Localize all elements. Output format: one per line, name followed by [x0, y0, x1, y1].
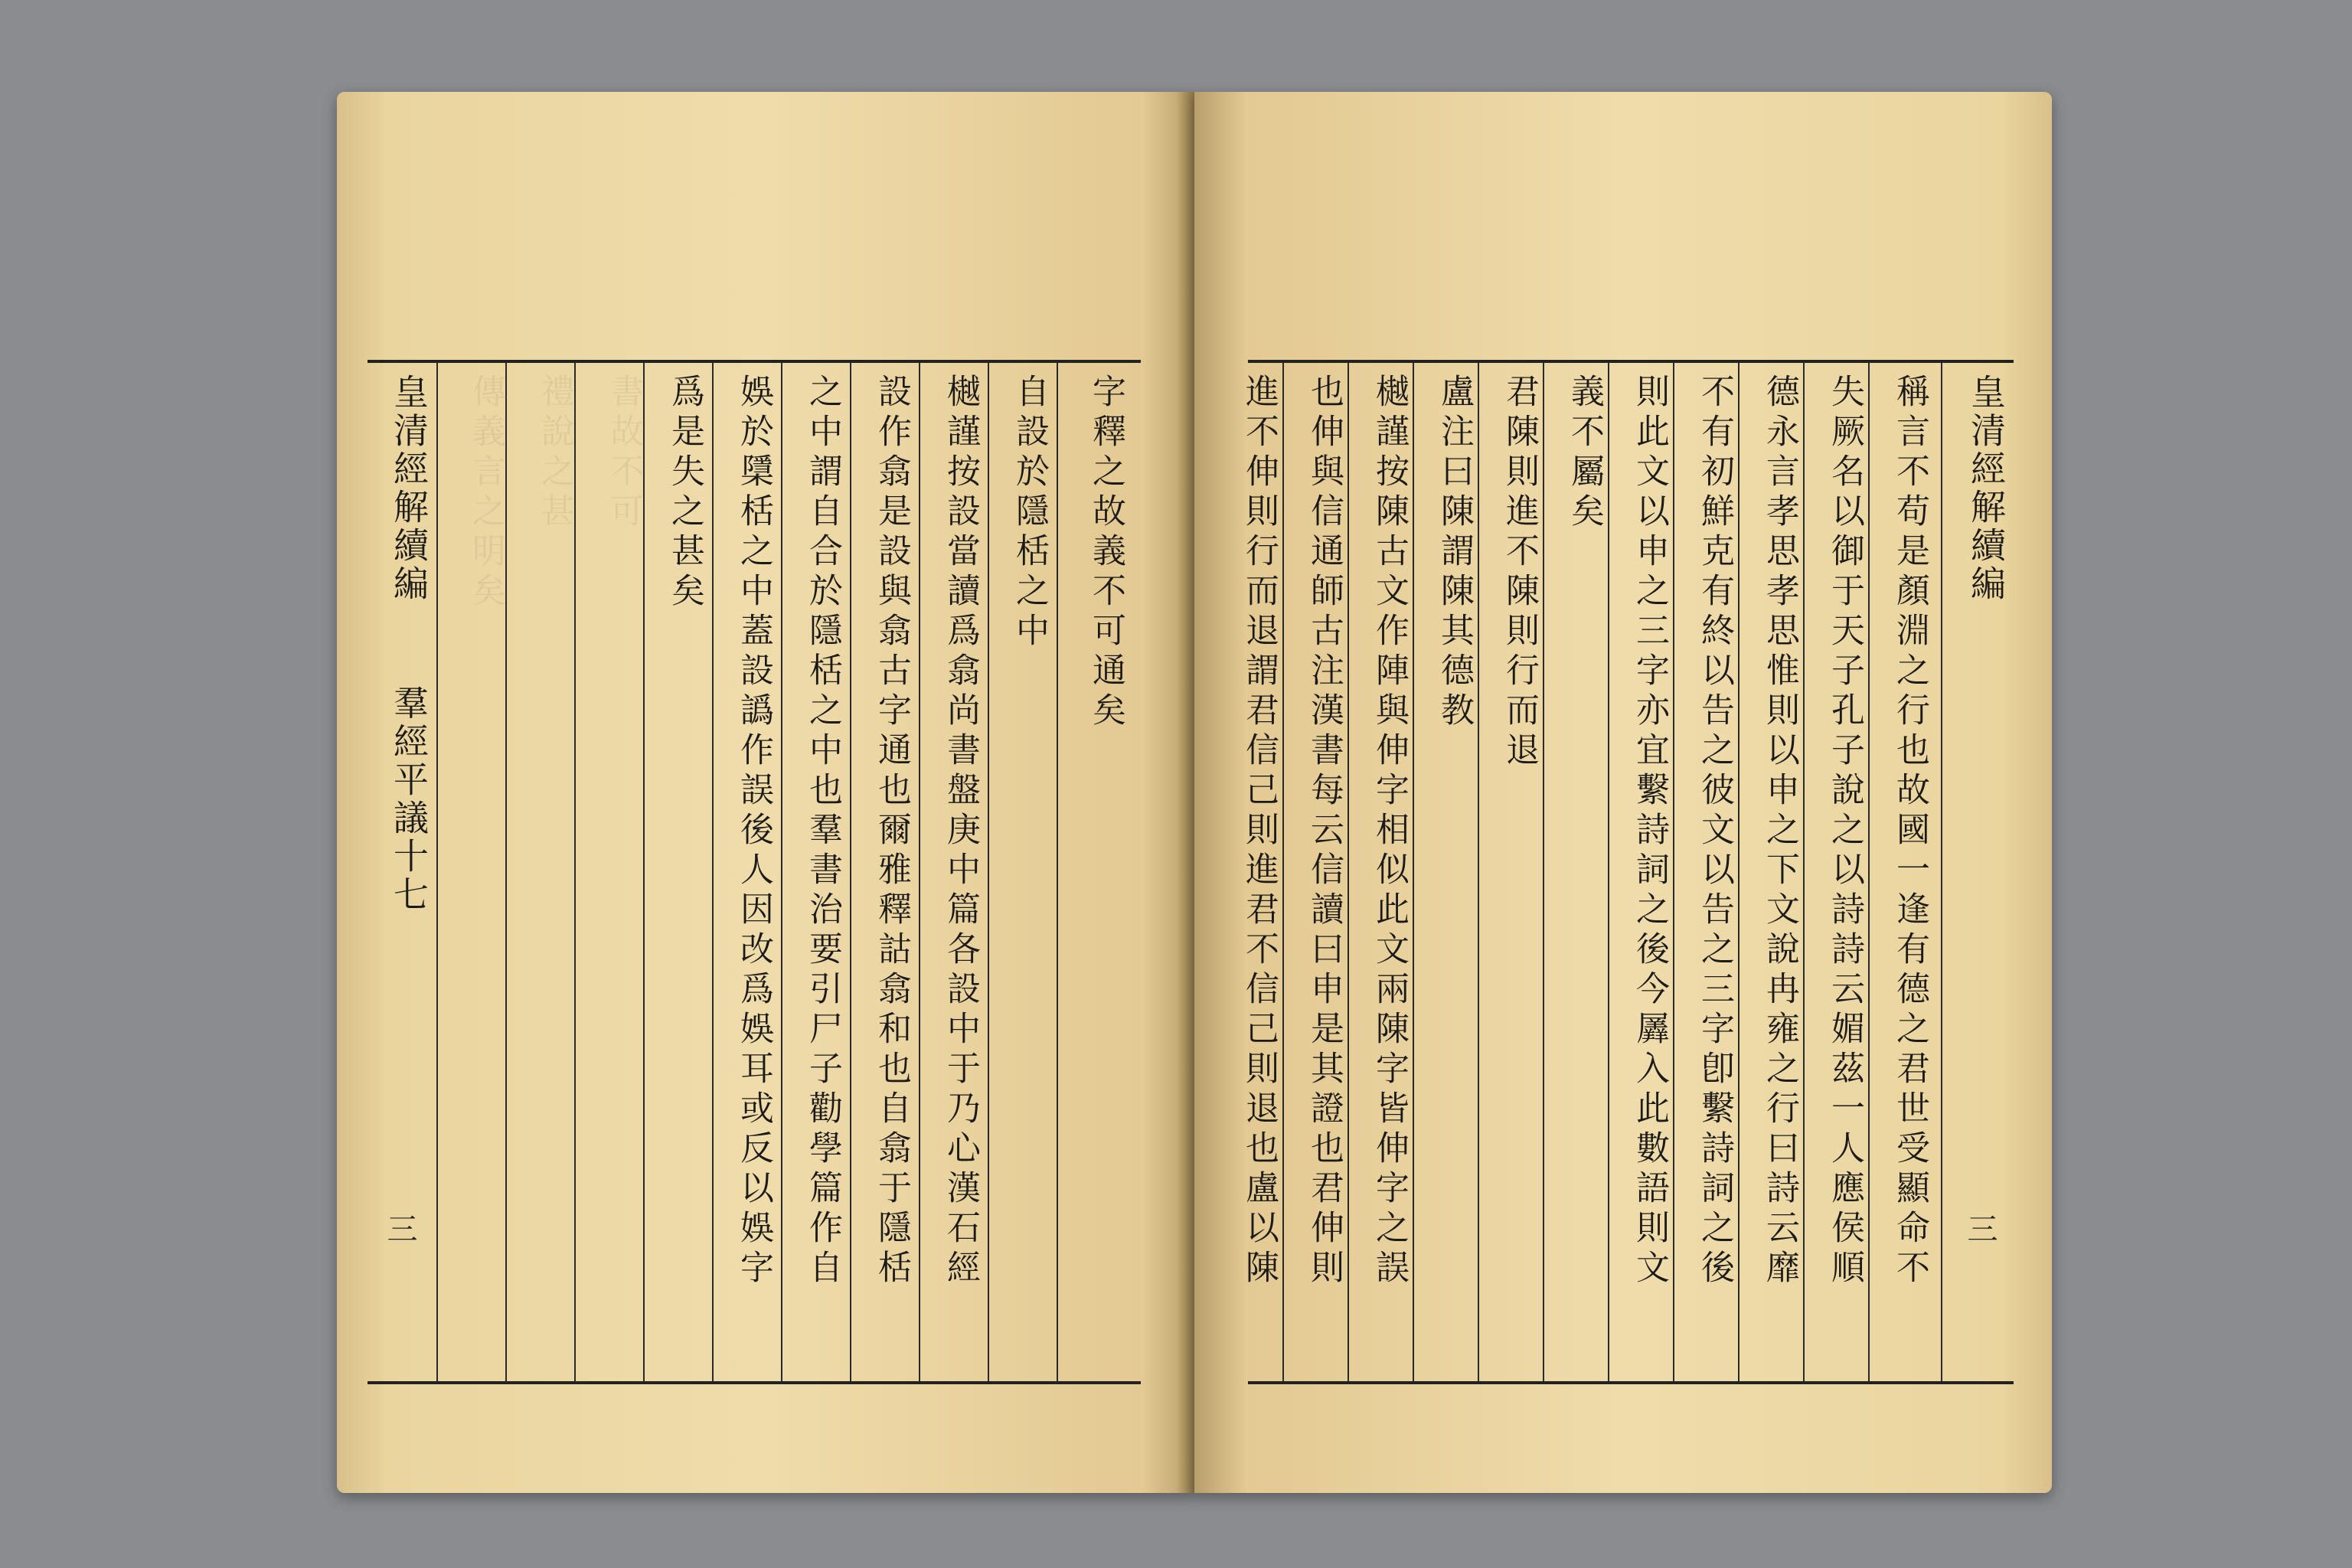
- right-col-11: 進不伸則行而退謂君信己則進君不信己則退也盧以陳: [1240, 374, 1279, 1289]
- right-col-1: 稱言不苟是顏淵之行也故國一逢有德之君世受顯命不: [1890, 374, 1929, 1289]
- left-col-5: 之中謂自合於隱栝之中也羣書治要引尸子勸學篇作自: [803, 374, 842, 1289]
- right-col-5: 則此文以申之三字亦宜繫詩詞之後今羼入此數語則文: [1630, 374, 1669, 1289]
- left-col-3: 樾謹按設當讀爲翕尚書盤庚中篇各設中于乃心漢石經: [941, 374, 980, 1289]
- right-col-7: 君陳則進不陳則行而退: [1500, 374, 1539, 772]
- left-text-frame: 皇清經解續編 羣經平議十七 三 傳義言之明矣 禮說之甚 書故不可 字釋之故義不可通矣 自設於隱栝之中 樾謹按設當讀爲翕尚書盤庚中篇各設中于乃心漢石經 設作翕是設與翕古字通也爾雅釋詁翕和也自翕于隱栝 之中謂自合於隱栝之中也羣書治要引尸子勸學篇作自 娛於檃栝之中蓋設譌作誤後人因改爲娛耳或反以娛字 爲是失之甚矣: [368, 360, 1141, 1384]
- right-col-3: 德永言孝思孝思惟則以申之下文說冉雍之行曰詩云靡: [1760, 374, 1799, 1289]
- right-col-8: 盧注曰陳謂陳其德教: [1435, 374, 1474, 732]
- right-page: [1194, 92, 2052, 1493]
- left-col-7: 爲是失之甚矣: [665, 374, 704, 612]
- right-col-4: 不有初鮮克有終以告之彼文以告之三字卽繫詩詞之後: [1695, 374, 1734, 1289]
- left-margin-subtitle: 羣經平議十七: [388, 684, 430, 914]
- right-col-9: 樾謹按陳古文作陣與伸字相似此文兩陳字皆伸字之誤: [1370, 374, 1409, 1289]
- right-col-10: 也伸與信通師古注漢書每云信讀曰申是其證也君伸則: [1305, 374, 1344, 1289]
- right-margin-title: 皇清經解續編: [1965, 374, 2007, 603]
- right-col-2: 失厥名以御于天子孔子說之以詩詩云媚茲一人應侯順: [1825, 374, 1864, 1289]
- right-folio: 三: [1962, 1213, 1998, 1243]
- right-text-frame: [1240, 360, 2014, 1384]
- left-col-6: 娛於檃栝之中蓋設譌作誤後人因改爲娛耳或反以娛字: [734, 374, 773, 1289]
- left-col-1: 字釋之故義不可通矣: [1086, 374, 1125, 732]
- right-col-6: 義不屬矣: [1565, 374, 1604, 533]
- left-col-4: 設作翕是設與翕古字通也爾雅釋詁翕和也自翕于隱栝: [872, 374, 911, 1289]
- left-folio: 三: [382, 1213, 417, 1243]
- left-col-2: 自設於隱栝之中: [1010, 374, 1049, 652]
- left-margin-title: 皇清經解續編: [388, 374, 430, 603]
- left-page: [337, 92, 1194, 1493]
- open-book: [337, 92, 2052, 1493]
